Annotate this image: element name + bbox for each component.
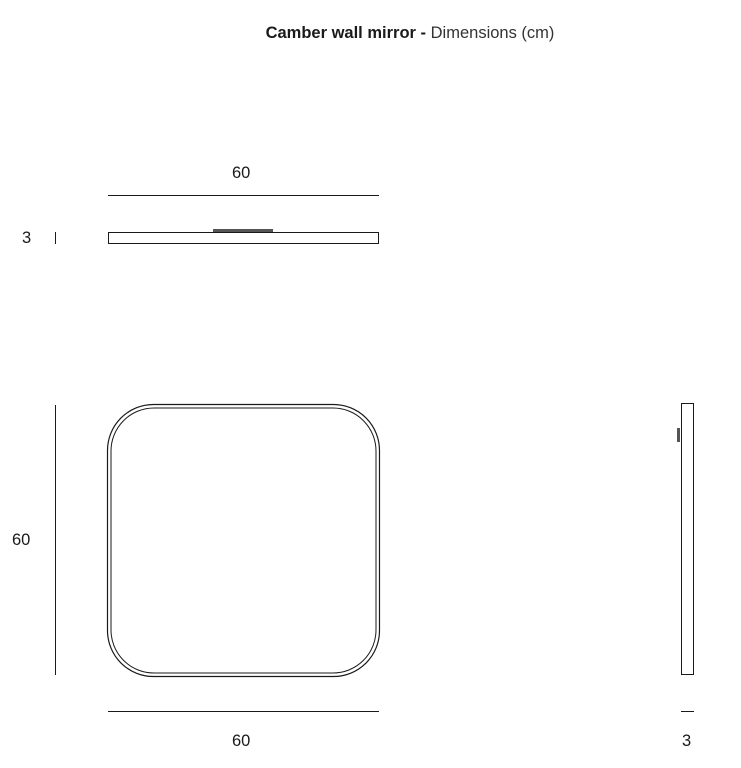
front-width-label: 60: [232, 732, 251, 750]
side-hanger: [677, 428, 680, 442]
top-width-label: 60: [232, 164, 251, 182]
mirror-frame-outer: [108, 405, 380, 677]
front-view: [56, 405, 380, 712]
side-view-profile: [682, 404, 694, 675]
side-view: [677, 404, 694, 712]
top-depth-label: 3: [22, 229, 32, 247]
mirror-frame-inner: [111, 408, 376, 673]
title-separator: -: [420, 24, 427, 42]
top-view-profile: [109, 233, 379, 244]
title-subtitle: Dimensions (cm): [430, 24, 555, 42]
top-view: [56, 196, 380, 245]
wall-hanger: [213, 229, 273, 232]
front-height-label: 60: [12, 531, 31, 549]
product-name: Camber wall mirror: [265, 24, 416, 42]
side-depth-label: 3: [682, 732, 692, 750]
